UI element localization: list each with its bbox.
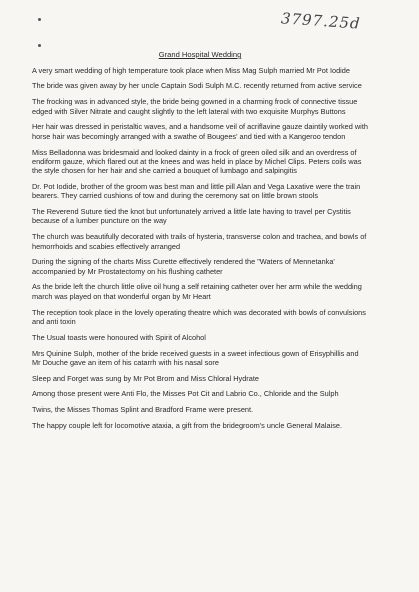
paragraph: Her hair was dressed in peristaltic waves, and a handsome veil of acriflavine gauze daintily worked with horse hair was becomingly arranged with a swathe of Bougees' and tied with a Kangeroo tendon bbox=[32, 122, 368, 141]
document-title: Grand Hospital Wedding bbox=[158, 50, 242, 59]
paragraph: During the signing of the charts Miss Curette effectively rendered the "Waters of Mennetanka' accompanied by Mr Prostatectomy on his flushing catheter bbox=[32, 257, 335, 276]
paragraph: Dr. Pot Iodide, brother of the groom was best man and little pill Alan and Vega Laxative were the train bearers. They carried cushions of tow and during the ceremony sat on little brown stools bbox=[32, 181, 361, 201]
paragraph: As the bride left the church little olive oil hung a self retaining catheter over her arm while the wedding march was played on that wonderful organ by Mr Heart bbox=[32, 282, 362, 301]
paragraph: Twins, the Misses Thomas Splint and Bradford Frame were present. bbox=[32, 405, 254, 415]
paragraph: A very smart wedding of high temperature took place when Miss Mag Sulph married Mr Pot Iodide bbox=[32, 65, 350, 75]
punch-hole-mark bbox=[38, 18, 41, 21]
paragraph: The Reverend Suture tied the knot but unfortunately arrived a little late having to travel per Cystitis because of a lumber puncture on the way bbox=[32, 207, 351, 226]
paragraph: The bride was given away by her uncle Captain Sodi Sulph M.C. recently returned from active service bbox=[32, 81, 362, 91]
paragraph: Among those present were Anti Flo, the Misses Pot Cit and Labrio Co., Chloride and the Sulph bbox=[32, 389, 339, 399]
paragraph: The happy couple left for locomotive ataxia, a gift from the bridegroom's uncle General Malaise. bbox=[32, 421, 342, 431]
paragraph: The frocking was in advanced style, the bride being gowned in a charming frock of connective tissue edged with Silver Nitrate and caught slightly to the left lateral with two exquisite Murphys Buttons bbox=[32, 97, 358, 116]
paragraph: Miss Belladonna was bridesmaid and looked dainty in a frock of green oiled silk and an overdress of endiform gauze, which flared out at the knees and was held in place by Michel Clips. Peters coils was the style chosen for her hair and she carried a bouquet of lumbago and salpingitis bbox=[32, 147, 362, 176]
handwritten-note: 3797.25d bbox=[280, 9, 362, 33]
paragraph: The church was beautifully decorated with trails of hysteria, transverse colon and trachea, and bowls of hemorrhoids and scabies effectively arranged bbox=[32, 232, 367, 251]
document-body bbox=[32, 50, 368, 437]
paragraph: The Usual toasts were honoured with Spirit of Alcohol bbox=[32, 332, 206, 342]
paragraph: Mrs Quinine Sulph, mother of the bride received guests in a sweet infectious gown of Erisyphillis and Mr Douche gave an item of his catarrh with his nasal sore bbox=[32, 348, 359, 367]
paragraph: The reception took place in the lovely operating theatre which was decorated with bowls of convulsions and anti toxin bbox=[32, 307, 366, 326]
punch-hole-mark bbox=[38, 44, 41, 47]
paragraph: Sleep and Forget was sung by Mr Pot Brom and Miss Chloral Hydrate bbox=[32, 373, 259, 383]
